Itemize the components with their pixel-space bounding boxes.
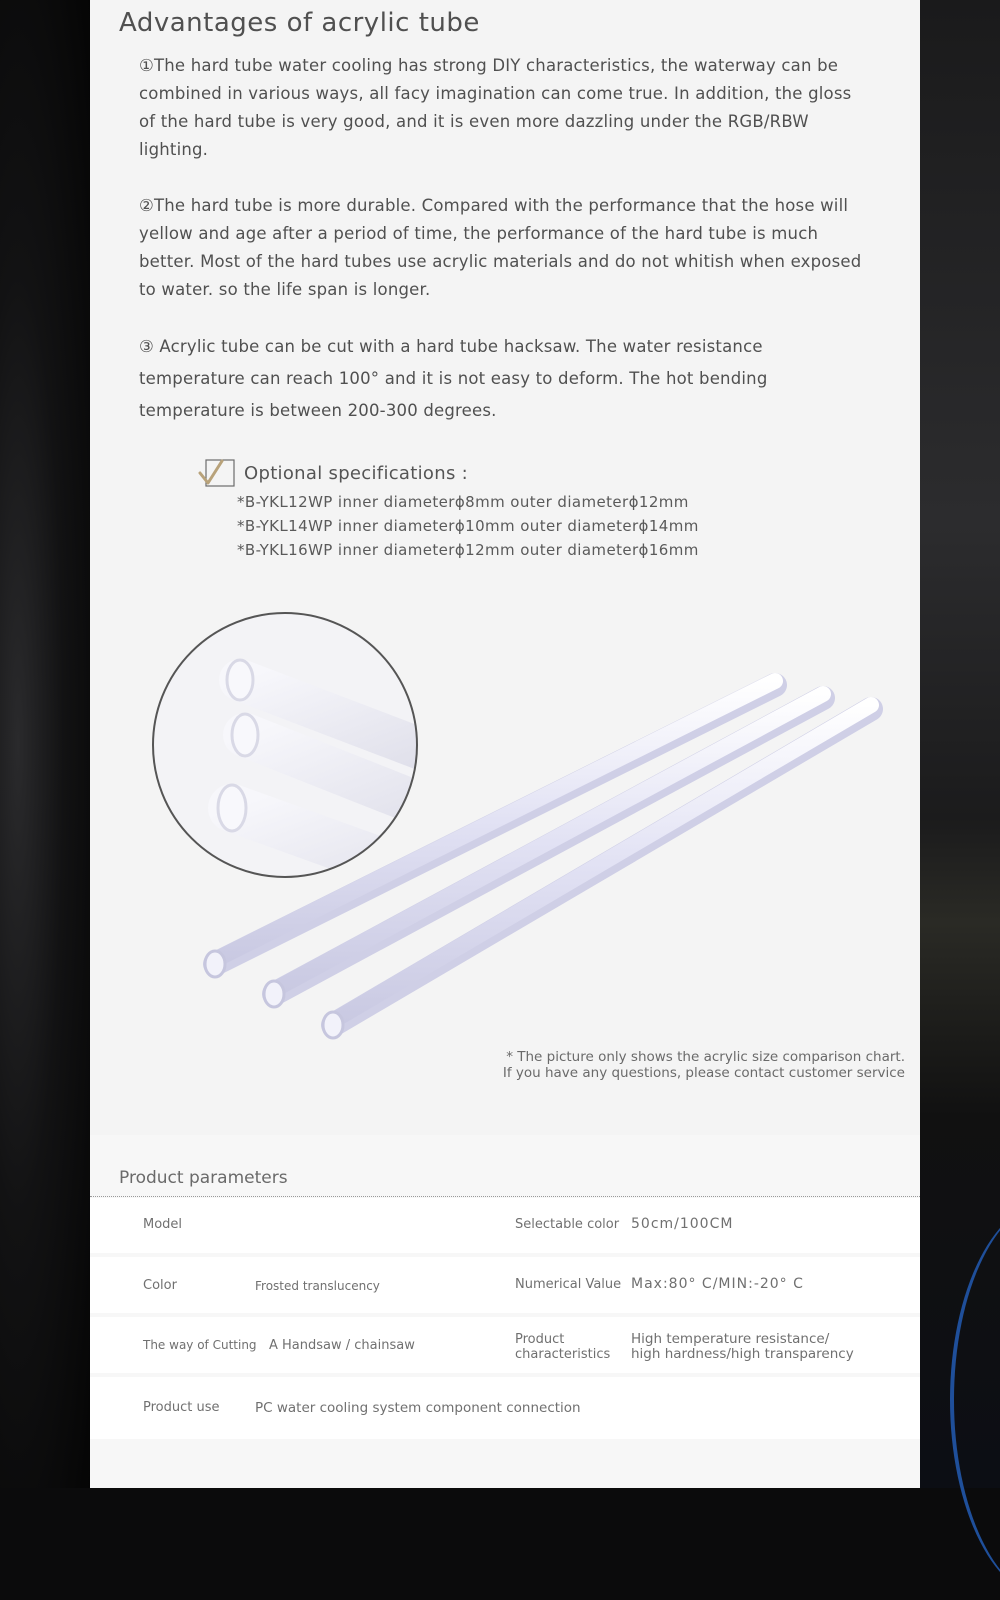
size-comparison-note xyxy=(390,1049,905,1081)
parameter-row-use xyxy=(90,1377,920,1439)
parameters-heading: Product parameters xyxy=(119,1168,288,1188)
specifications-title: Optional specifications : xyxy=(244,463,469,484)
advantages-title: Advantages of acrylic tube xyxy=(119,8,480,38)
advantage-paragraph-1: ①The hard tube water cooling has strong DIY characteristics, the waterway can be combined in various ways, all facy imagination can come true. In addition, the gloss of the hard tube is very good, and it is even more dazzling under the RGB/RBW lighting. xyxy=(139,56,852,159)
blue-accent-arc xyxy=(950,1200,1000,1600)
param-value-use: PC water cooling system component connection xyxy=(255,1400,581,1416)
background-left-dark xyxy=(0,0,90,1488)
tube-zoom-detail xyxy=(153,613,460,890)
specifications-list xyxy=(237,490,699,562)
param-value-characteristics xyxy=(631,1332,854,1362)
note-line-1: * The picture only shows the acrylic size comparison chart. xyxy=(506,1049,905,1065)
param-value-color: Frosted translucency xyxy=(255,1279,380,1293)
characteristics-label-line-2: characteristics xyxy=(515,1347,611,1362)
param-value-selectable-color: 50cm/100CM xyxy=(631,1216,734,1232)
param-value-numerical-value: Max:80° C/MIN:-20° C xyxy=(631,1276,804,1292)
characteristics-value-line-1: High temperature resistance/ xyxy=(631,1331,830,1347)
param-label-selectable-color: Selectable color xyxy=(515,1217,620,1232)
parameter-row-color xyxy=(90,1257,920,1313)
param-label-numerical-value: Numerical Value xyxy=(515,1277,622,1292)
param-label-color: Color xyxy=(143,1278,177,1293)
characteristics-label-line-1: Product xyxy=(515,1332,565,1347)
param-label-cutting: The way of Cutting xyxy=(143,1338,257,1352)
param-value-cutting: A Handsaw / chainsaw xyxy=(269,1338,415,1353)
note-line-2: If you have any questions, please contact customer service xyxy=(502,1065,905,1081)
parameters-divider xyxy=(90,1196,920,1197)
parameter-row-cutting xyxy=(90,1317,920,1373)
spec-item: *B-YKL12WP inner diameterϕ8mm outer diameterϕ12mm xyxy=(237,493,689,511)
spec-item: *B-YKL14WP inner diameterϕ10mm outer diameterϕ14mm xyxy=(237,517,699,535)
param-label-model: Model xyxy=(143,1217,183,1232)
product-parameters-section xyxy=(90,1135,920,1488)
advantage-paragraph-3: ③ Acrylic tube can be cut with a hard tube hacksaw. The water resistance temperature can reach 100° and it is not easy to deform. The hot bending temperature is between 200-300 degrees. xyxy=(139,337,768,420)
param-label-use: Product use xyxy=(143,1400,220,1415)
checkmark-box-icon xyxy=(198,459,236,487)
advantage-paragraph-2: ②The hard tube is more durable. Compared with the performance that the hose will yellow and age after a period of time, the performance of the hard tube is much better. Most of the hard tubes use acrylic materials and do not whitish when exposed to water. so the life span is longer. xyxy=(139,196,862,299)
parameter-row-model xyxy=(90,1198,920,1253)
spec-item: *B-YKL16WP inner diameterϕ12mm outer diameterϕ16mm xyxy=(237,541,699,559)
acrylic-tubes-illustration xyxy=(90,590,920,1040)
characteristics-value-line-2: high hardness/high transparency xyxy=(631,1346,854,1362)
background-right-dark xyxy=(920,0,1000,1488)
param-label-characteristics xyxy=(515,1332,610,1362)
product-detail-panel xyxy=(90,0,920,1488)
